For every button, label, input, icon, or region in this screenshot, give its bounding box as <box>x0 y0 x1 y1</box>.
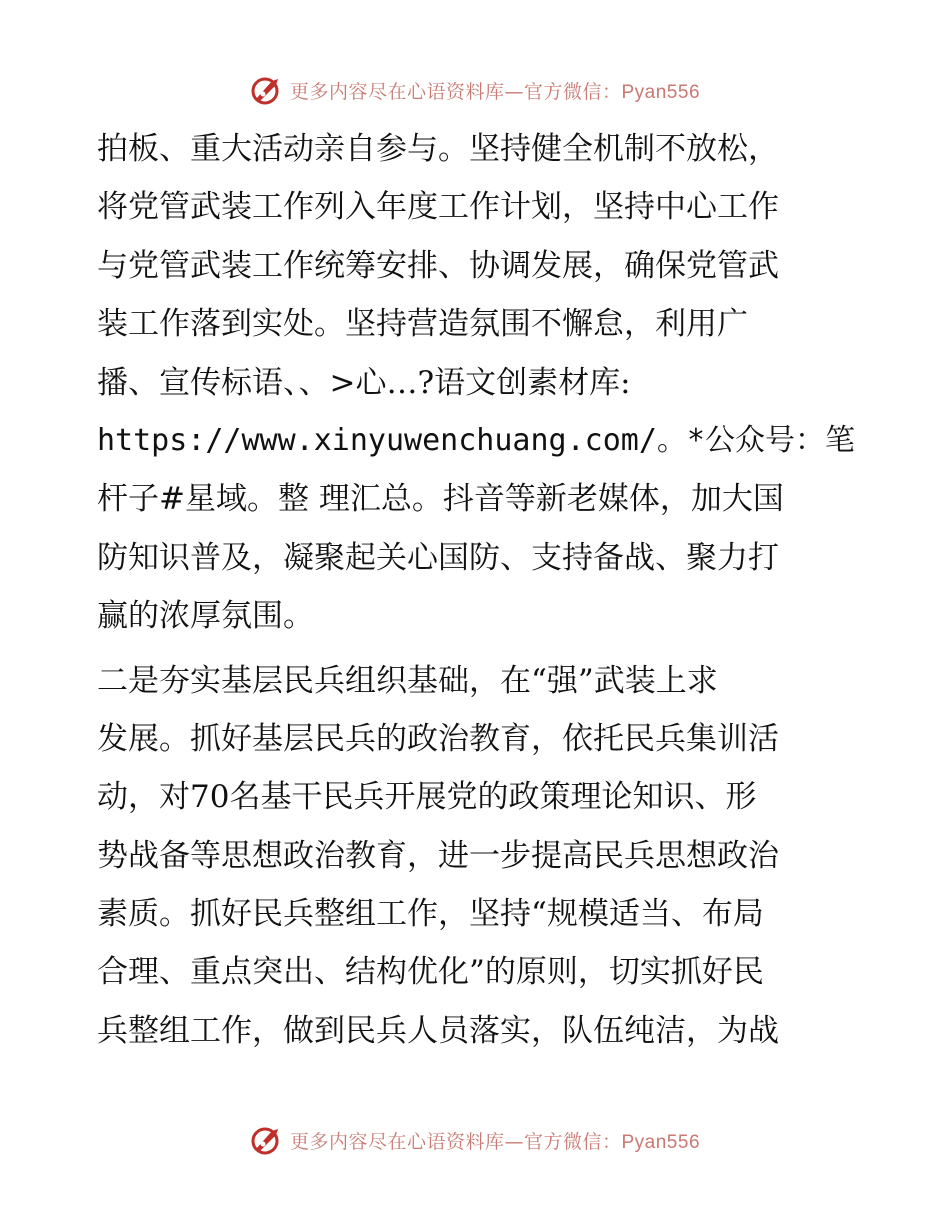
text-line: 与党管武装工作统筹安排、协调发展，确保党管武 <box>97 247 779 284</box>
paragraph-1 <box>97 120 857 646</box>
footer-watermark-text: 更多内容尽在心语资料库—官方微信：Pyan556 <box>289 1130 701 1153</box>
text-line: 赢的浓厚氛围。 <box>97 598 314 635</box>
document-body <box>97 120 857 1060</box>
footer-watermark <box>0 1120 950 1160</box>
text-line-url: https://www.xinyuwenchuang.com/。*公众号：笔 <box>97 422 855 458</box>
text-line: 拍板、重大活动亲自参与。坚持健全机制不放松， <box>97 131 779 167</box>
text-line: 势战备等思想政治教育，进一步提高民兵思想政治 <box>97 837 779 874</box>
text-line: 播、宣传标语、、>心…?语文创素材库: <box>97 364 631 401</box>
text-line: 兵整组工作，做到民兵人员落实，队伍纯洁，为战 <box>97 1012 779 1049</box>
text-line: 将党管武装工作列入年度工作计划，坚持中心工作 <box>97 189 779 226</box>
header-watermark <box>0 70 950 110</box>
text-line: 杆子#星域。整 理汇总。抖音等新老媒体，加大国 <box>97 481 784 518</box>
footer-wechat-id: Pyan556 <box>621 1131 701 1153</box>
text-line: 防知识普及，凝聚起关心国防、支持备战、聚力打 <box>97 539 779 576</box>
pen-nib-logo-icon <box>250 73 284 107</box>
text-line: 合理、重点突出、结构优化”的原则，切实抓好民 <box>97 954 764 991</box>
pen-nib-logo-icon <box>250 1123 284 1157</box>
text-line: 二是夯实基层民兵组织基础，在“强”武装上求 <box>97 662 718 699</box>
paragraph-2 <box>97 652 857 1061</box>
header-wechat-id: Pyan556 <box>621 81 701 103</box>
text-line: 素质。抓好民兵整组工作，坚持“规模适当、布局 <box>97 896 764 933</box>
header-watermark-text: 更多内容尽在心语资料库—官方微信：Pyan556 <box>289 80 701 103</box>
text-line: 动，对70名基干民兵开展党的政策理论知识、形 <box>97 779 757 816</box>
text-line: 装工作落到实处。坚持营造氛围不懈怠，利用广 <box>97 306 748 343</box>
text-line: 发展。抓好基层民兵的政治教育，依托民兵集训活 <box>97 720 779 757</box>
